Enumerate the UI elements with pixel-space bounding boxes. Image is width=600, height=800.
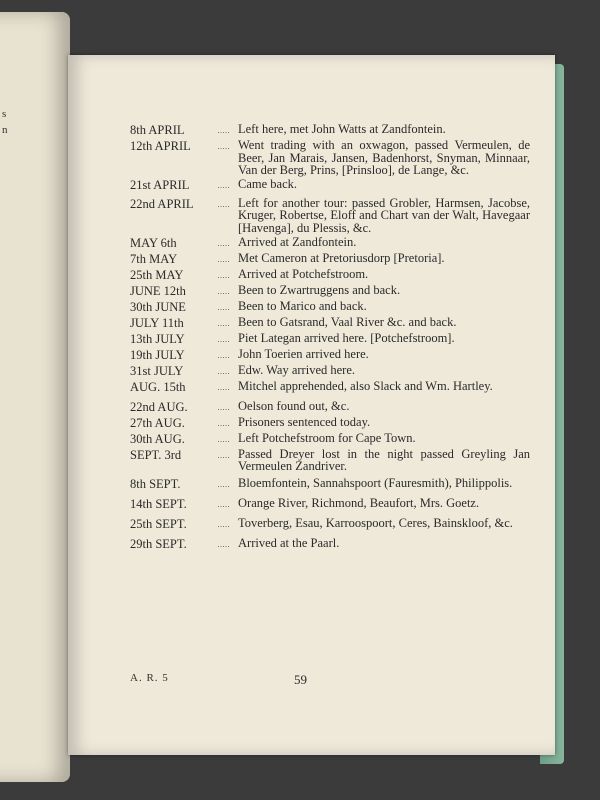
dot-leader: ..... xyxy=(217,126,230,135)
diary-entry xyxy=(130,139,530,177)
entry-date: AUG. 15th xyxy=(130,379,186,394)
entry-date: 25th MAY xyxy=(130,267,184,282)
left-page-fragment: n xyxy=(2,124,8,136)
diary-entry xyxy=(130,380,530,395)
entry-text: Left here, met John Watts at Zandfontein. xyxy=(238,122,446,136)
entry-text: Been to Zwartruggens and back. xyxy=(238,282,401,297)
diary-entries xyxy=(130,123,530,553)
entry-date: 13th JULY xyxy=(130,331,185,346)
dot-leader: ..... xyxy=(217,302,230,312)
entry-text: Oelson found out, &c. xyxy=(238,398,350,413)
diary-entry xyxy=(130,416,530,431)
diary-entry xyxy=(130,316,530,331)
signature-mark: A. R. 5 xyxy=(130,672,169,684)
diary-entry xyxy=(130,364,530,379)
dot-leader: ..... xyxy=(217,270,230,280)
entry-date: 22nd AUG. xyxy=(130,399,188,414)
entry-text: Arrived at the Paarl. xyxy=(238,535,340,550)
entry-date: 7th MAY xyxy=(130,251,178,266)
dot-leader: ..... xyxy=(217,479,230,489)
entry-text: Passed Dreyer lost in the night passed Greyling Jan Vermeulen Zandriver. xyxy=(238,446,530,474)
entry-text: Met Cameron at Pretoriusdorp [Pretoria]. xyxy=(238,250,445,265)
entry-text: Been to Gatsrand, Vaal River &c. and back. xyxy=(238,314,457,329)
entry-text: Came back. xyxy=(238,176,298,191)
entry-date: 8th APRIL xyxy=(130,123,185,137)
entry-date: 12th APRIL xyxy=(130,139,191,153)
entry-date: 30th AUG. xyxy=(130,431,185,446)
entry-text: Orange River, Richmond, Beaufort, Mrs. Goetz. xyxy=(238,495,480,510)
entry-date: 21st APRIL xyxy=(130,177,190,192)
diary-entry xyxy=(130,300,530,315)
entry-date: JULY 11th xyxy=(130,315,184,330)
entry-date: 29th SEPT. xyxy=(130,536,187,551)
entry-date: JUNE 12th xyxy=(130,283,186,298)
dot-leader: ..... xyxy=(217,199,230,209)
dot-leader: ..... xyxy=(217,519,230,529)
diary-entry xyxy=(130,537,530,552)
entry-text: Mitchel apprehended, also Slack and Wm. Hartley. xyxy=(238,378,493,393)
dot-leader: ..... xyxy=(217,286,230,296)
entry-date: SEPT. 3rd xyxy=(130,447,182,462)
dot-leader: ..... xyxy=(217,418,230,428)
dot-leader: ..... xyxy=(217,539,230,549)
entry-text: Piet Lategan arrived here. [Potchefstroom]. xyxy=(238,330,455,345)
entry-date: 30th JUNE xyxy=(130,299,186,314)
entry-text: Arrived at Zandfontein. xyxy=(238,234,357,249)
entry-text: Edw. Way arrived here. xyxy=(238,362,355,377)
diary-entry xyxy=(130,348,530,363)
entry-date: 27th AUG. xyxy=(130,415,185,430)
dot-leader: ..... xyxy=(217,382,230,392)
dot-leader: ..... xyxy=(217,499,230,509)
left-page-edge xyxy=(0,12,70,782)
diary-entry xyxy=(130,448,530,473)
dot-leader: ..... xyxy=(217,238,230,248)
entry-date: 8th SEPT. xyxy=(130,476,181,491)
diary-entry xyxy=(130,178,530,193)
diary-entry xyxy=(130,268,530,283)
diary-entry xyxy=(130,432,530,447)
dot-leader: ..... xyxy=(217,180,230,190)
diary-entry xyxy=(130,123,530,138)
entry-text: Bloemfontein, Sannahspoort (Fauresmith), Philippolis. xyxy=(238,475,513,490)
dot-leader: ..... xyxy=(217,142,230,151)
entry-text: Went trading with an oxwagon, passed Vermeulen, de Beer, Jan Marais, Jansen, Badenhorst, Snyman, Minnaar, Van der Berg, Prins, [Prinsloo], de Lange, &c. xyxy=(238,138,530,178)
entry-date: MAY 6th xyxy=(130,235,177,250)
page-number: 59 xyxy=(294,672,307,687)
entry-date: 14th SEPT. xyxy=(130,496,187,511)
diary-entry xyxy=(130,332,530,347)
entry-text: John Toerien arrived here. xyxy=(238,346,369,361)
diary-entry xyxy=(130,236,530,251)
diary-entry xyxy=(130,400,530,415)
entry-text: Arrived at Potchefstroom. xyxy=(238,266,369,281)
entry-date: 31st JULY xyxy=(130,363,184,378)
entry-date: 22nd APRIL xyxy=(130,196,194,211)
diary-entry xyxy=(130,252,530,267)
entry-text: Left Potchefstroom for Cape Town. xyxy=(238,430,416,445)
dot-leader: ..... xyxy=(217,350,230,360)
dot-leader: ..... xyxy=(217,450,230,460)
diary-entry xyxy=(130,284,530,299)
dot-leader: ..... xyxy=(217,402,230,412)
diary-entry xyxy=(130,517,530,532)
diary-entry xyxy=(130,497,530,512)
entry-date: 19th JULY xyxy=(130,347,185,362)
entry-text: Toverberg, Esau, Karroospoort, Ceres, Bainskloof, &c. xyxy=(238,515,513,530)
dot-leader: ..... xyxy=(217,334,230,344)
dot-leader: ..... xyxy=(217,318,230,328)
diary-entry xyxy=(130,197,530,235)
entry-text: Been to Marico and back. xyxy=(238,298,367,313)
entry-date: 25th SEPT. xyxy=(130,516,187,531)
dot-leader: ..... xyxy=(217,254,230,264)
entry-text: Left for another tour: passed Grobler, Harmsen, Jacobse, Kruger, Robertse, Eloff and Chart van der Walt, Havegaar [Havenga], du Plessis, &c. xyxy=(238,195,530,235)
book-page xyxy=(68,55,555,755)
diary-entry xyxy=(130,477,530,492)
entry-text: Prisoners sentenced today. xyxy=(238,414,371,429)
dot-leader: ..... xyxy=(217,366,230,376)
left-page-fragment: s xyxy=(2,108,7,120)
dot-leader: ..... xyxy=(217,434,230,444)
